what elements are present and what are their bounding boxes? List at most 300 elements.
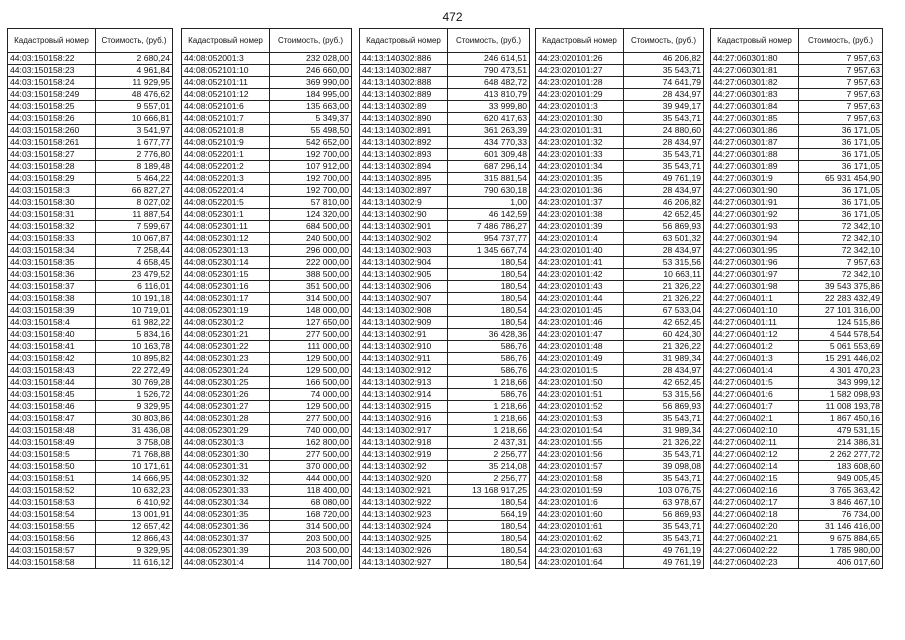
table-row [182,341,352,353]
cadastral-number-cell: 44:27:060301:84 [711,101,799,113]
cadastral-number-cell: 44:08:052201:3 [182,173,270,185]
cost-cell: 14 666,95 [96,473,173,485]
cadastral-number-cell: 44:03:150158:55 [8,521,96,533]
cost-cell: 135 663,00 [270,101,352,113]
table-row [8,473,173,485]
cost-cell: 3 765 363,42 [799,485,883,497]
table-row [711,389,883,401]
cadastral-number-cell: 44:08:052301:13 [182,245,270,257]
cost-cell: 10 895,82 [96,353,173,365]
cadastral-number-cell: 44:27:060401:5 [711,377,799,389]
cadastral-number-cell: 44:13:140302:92 [360,461,448,473]
table-row [536,77,704,89]
cadastral-number-cell: 44:23:020101:42 [536,269,624,281]
cost-cell: 12 866,43 [96,533,173,545]
table-row [711,269,883,281]
cost-cell: 60 424,30 [624,329,704,341]
table-row [8,401,173,413]
cost-cell: 180,54 [448,293,530,305]
table-row [8,65,173,77]
cadastral-number-cell: 44:03:150158:37 [8,281,96,293]
cadastral-number-cell: 44:13:140302:904 [360,257,448,269]
table-row [536,545,704,557]
table-row [536,557,704,569]
table-row [8,437,173,449]
table-row [711,317,883,329]
cadastral-number-cell: 44:23:020101:5 [536,365,624,377]
cost-cell: 790 473,51 [448,65,530,77]
cost-cell: 9 557,01 [96,101,173,113]
cadastral-number-cell: 44:23:020101:36 [536,185,624,197]
table-row [8,281,173,293]
cost-cell: 10 663,11 [624,269,704,281]
page-number: 472 [442,10,463,24]
cost-cell: 1 345 667,74 [448,245,530,257]
table-row [536,473,704,485]
table-row [536,449,704,461]
table-row [536,197,704,209]
cadastral-number-cell: 44:23:020101:31 [536,125,624,137]
cost-cell: 12 657,42 [96,521,173,533]
table-row [711,257,883,269]
cost-cell: 740 000,00 [270,425,352,437]
cost-cell: 192 700,00 [270,185,352,197]
table-row [182,557,352,569]
cost-cell: 31 989,34 [624,353,704,365]
table-row [360,125,530,137]
cost-cell: 183 608,60 [799,461,883,473]
table-row [8,461,173,473]
cost-cell: 351 500,00 [270,281,352,293]
table-row [711,185,883,197]
cost-cell: 232 028,00 [270,53,352,65]
cadastral-number-cell: 44:03:150158:4 [8,317,96,329]
header-cadastral-number: Кадастровый номер [711,29,799,53]
table-row [8,365,173,377]
cost-cell: 111 000,00 [270,341,352,353]
cost-cell: 118 400,00 [270,485,352,497]
table-row [536,509,704,521]
table-row [711,485,883,497]
cost-cell: 30 803,86 [96,413,173,425]
header-cadastral-number: Кадастровый номер [360,29,448,53]
cost-cell: 56 869,93 [624,509,704,521]
cost-cell: 56 869,93 [624,401,704,413]
table-row [8,485,173,497]
cost-cell: 74 000,00 [270,389,352,401]
cadastral-number-cell: 44:13:140302:920 [360,473,448,485]
cadastral-number-cell: 44:27:060301:82 [711,77,799,89]
cadastral-number-cell: 44:03:150158:39 [8,305,96,317]
cost-cell: 620 417,63 [448,113,530,125]
cost-cell: 35 543,71 [624,161,704,173]
table-row [536,329,704,341]
cost-cell: 6 410,92 [96,497,173,509]
table-row [8,377,173,389]
cadastral-number-cell: 44:23:020101:49 [536,353,624,365]
table-row [360,473,530,485]
cadastral-number-cell: 44:13:140302:927 [360,557,448,569]
header-cadastral-number: Кадастровый номер [182,29,270,53]
table-row [8,545,173,557]
cadastral-number-cell: 44:03:150158:46 [8,401,96,413]
cadastral-number-cell: 44:27:060402:16 [711,485,799,497]
cadastral-number-cell: 44:13:140302:909 [360,317,448,329]
cost-cell: 129 500,00 [270,401,352,413]
cost-cell: 4 961,84 [96,65,173,77]
cadastral-number-cell: 44:13:140302:897 [360,185,448,197]
table-row [8,269,173,281]
cadastral-number-cell: 44:13:140302:888 [360,77,448,89]
cadastral-number-cell: 44:23:020101:44 [536,293,624,305]
table-row [182,497,352,509]
cost-cell: 406 017,60 [799,557,883,569]
table-row [711,473,883,485]
cost-cell: 39 949,17 [624,101,704,113]
cost-cell: 74 641,79 [624,77,704,89]
table-row [182,173,352,185]
table-row [8,497,173,509]
cost-cell: 1 526,72 [96,389,173,401]
cadastral-number-cell: 44:23:020101:53 [536,413,624,425]
cadastral-number-cell: 44:08:052301:33 [182,485,270,497]
table-row [182,413,352,425]
cost-cell: 66 827,27 [96,185,173,197]
cost-cell: 35 543,71 [624,149,704,161]
table-row [182,101,352,113]
table-row [711,137,883,149]
cadastral-number-cell: 44:27:060301:94 [711,233,799,245]
cost-cell: 9 329,95 [96,545,173,557]
cost-cell: 246 614,51 [448,53,530,65]
cost-cell: 11 616,12 [96,557,173,569]
table-row [536,341,704,353]
cadastral-number-cell: 44:03:150158:38 [8,293,96,305]
cadastral-number-cell: 44:13:140302:922 [360,497,448,509]
table-row [536,281,704,293]
cadastral-number-cell: 44:23:020101:39 [536,221,624,233]
cost-cell: 49 761,19 [624,173,704,185]
cadastral-number-cell: 44:08:052301:37 [182,533,270,545]
cost-cell: 124 515,86 [799,317,883,329]
cost-cell: 72 342,10 [799,221,883,233]
table-row [536,401,704,413]
table-row [536,485,704,497]
table-row [536,137,704,149]
cost-cell: 542 652,00 [270,137,352,149]
cost-cell: 24 880,60 [624,125,704,137]
cadastral-number-cell: 44:27:060301:97 [711,269,799,281]
cost-cell: 35 543,71 [624,449,704,461]
cadastral-number-cell: 44:13:140302:926 [360,545,448,557]
table-row [536,161,704,173]
table-row [8,149,173,161]
table-row [182,473,352,485]
table-row [8,197,173,209]
table-row [182,53,352,65]
cost-cell: 3 541,97 [96,125,173,137]
table-row [360,233,530,245]
cost-cell: 1 867 450,16 [799,413,883,425]
cost-cell: 10 067,87 [96,233,173,245]
cost-cell: 1 218,66 [448,401,530,413]
cost-cell: 5 061 553,69 [799,341,883,353]
cadastral-number-cell: 44:08:052301:28 [182,413,270,425]
cadastral-number-cell: 44:23:020101:62 [536,533,624,545]
header-cadastral-number: Кадастровый номер [8,29,96,53]
cost-cell: 21 326,22 [624,437,704,449]
cost-cell: 296 000,00 [270,245,352,257]
cadastral-number-cell: 44:03:150158:40 [8,329,96,341]
cost-cell: 39 543 375,86 [799,281,883,293]
cost-cell: 648 482,72 [448,77,530,89]
cadastral-number-cell: 44:03:150158:261 [8,137,96,149]
cost-cell: 127 650,00 [270,317,352,329]
cadastral-number-cell: 44:03:150158:36 [8,269,96,281]
cadastral-table-5 [710,28,883,569]
cost-cell: 162 800,00 [270,437,352,449]
table-row [8,509,173,521]
table-row [182,149,352,161]
cost-cell: 4 658,45 [96,257,173,269]
table-row [711,401,883,413]
cost-cell: 61 982,22 [96,317,173,329]
table-row [536,185,704,197]
cost-cell: 42 652,45 [624,209,704,221]
cadastral-number-cell: 44:13:140302:924 [360,521,448,533]
cadastral-number-cell: 44:23:020101:35 [536,173,624,185]
table-row [360,65,530,77]
table-row [182,209,352,221]
table-row [8,137,173,149]
cost-cell: 10 719,01 [96,305,173,317]
cadastral-number-cell: 44:27:060301:88 [711,149,799,161]
cost-cell: 114 700,00 [270,557,352,569]
cadastral-number-cell: 44:23:020101:43 [536,281,624,293]
table-row [711,233,883,245]
table-row [8,77,173,89]
cadastral-number-cell: 44:27:060401:12 [711,329,799,341]
cadastral-number-cell: 44:13:140302:923 [360,509,448,521]
cadastral-number-cell: 44:23:020101:56 [536,449,624,461]
cadastral-number-cell: 44:27:060402:23 [711,557,799,569]
header-cost: Стоимость, (руб.) [448,29,530,53]
table-row [360,137,530,149]
table-row [360,317,530,329]
table-row [182,65,352,77]
cost-cell: 586,76 [448,365,530,377]
cadastral-number-cell: 44:13:140302:906 [360,281,448,293]
cadastral-number-cell: 44:23:020101:29 [536,89,624,101]
table-row [360,149,530,161]
cadastral-number-cell: 44:23:020101:46 [536,317,624,329]
table-row [360,101,530,113]
table-row [536,125,704,137]
cadastral-number-cell: 44:23:020101:61 [536,521,624,533]
cadastral-number-cell: 44:08:052301:23 [182,353,270,365]
cadastral-number-cell: 44:03:150158:23 [8,65,96,77]
cadastral-table-1 [7,28,173,569]
cadastral-number-cell: 44:08:052201:5 [182,197,270,209]
table-row [360,197,530,209]
cadastral-number-cell: 44:13:140302:919 [360,449,448,461]
cadastral-number-cell: 44:08:052301:15 [182,269,270,281]
cost-cell: 203 500,00 [270,545,352,557]
cost-cell: 687 296,14 [448,161,530,173]
table-row [360,293,530,305]
cost-cell: 7 599,67 [96,221,173,233]
table-body [8,53,173,569]
cadastral-number-cell: 44:08:052201:4 [182,185,270,197]
cost-cell: 15 291 446,02 [799,353,883,365]
cost-cell: 3 846 467,10 [799,497,883,509]
cost-cell: 68 080,00 [270,497,352,509]
cost-cell: 180,54 [448,533,530,545]
cost-cell: 2 680,24 [96,53,173,65]
cadastral-number-cell: 44:23:020101:34 [536,161,624,173]
cadastral-number-cell: 44:27:060301:81 [711,65,799,77]
cost-cell: 7 258,44 [96,245,173,257]
cost-cell: 124 320,00 [270,209,352,221]
cost-cell: 53 315,56 [624,389,704,401]
table-row [536,533,704,545]
cadastral-number-cell: 44:23:020101:48 [536,341,624,353]
cadastral-number-cell: 44:08:052301:3 [182,437,270,449]
cost-cell: 28 434,97 [624,185,704,197]
cost-cell: 36 171,05 [799,149,883,161]
table-row [360,77,530,89]
table-row [711,281,883,293]
table-row [182,377,352,389]
cost-cell: 46 206,82 [624,53,704,65]
table-body [711,53,883,569]
table-row [536,497,704,509]
cost-cell: 343 999,12 [799,377,883,389]
cadastral-number-cell: 44:27:060301:93 [711,221,799,233]
table-row [182,425,352,437]
cost-cell: 13 168 917,25 [448,485,530,497]
cost-cell: 10 191,18 [96,293,173,305]
cost-cell: 35 543,71 [624,521,704,533]
cadastral-number-cell: 44:03:150158:58 [8,557,96,569]
cadastral-number-cell: 44:13:140302:918 [360,437,448,449]
cadastral-number-cell: 44:13:140302:893 [360,149,448,161]
cost-cell: 23 479,52 [96,269,173,281]
table-row [711,461,883,473]
table-row [360,533,530,545]
cadastral-number-cell: 44:23:020101:63 [536,545,624,557]
cost-cell: 56 869,93 [624,221,704,233]
table-row [8,245,173,257]
table-row [182,401,352,413]
table-row [711,161,883,173]
cost-cell: 36 171,05 [799,137,883,149]
cost-cell: 4 544 578,54 [799,329,883,341]
table-row [711,101,883,113]
cadastral-number-cell: 44:13:140302:902 [360,233,448,245]
cost-cell: 10 632,23 [96,485,173,497]
cadastral-number-cell: 44:08:052101:12 [182,89,270,101]
cost-cell: 586,76 [448,353,530,365]
table-row [360,425,530,437]
table-row [182,449,352,461]
table-row [182,77,352,89]
table-row [360,245,530,257]
table-row [182,233,352,245]
cost-cell: 1 582 098,93 [799,389,883,401]
cadastral-number-cell: 44:27:060401:2 [711,341,799,353]
cost-cell: 49 761,19 [624,557,704,569]
table-row [360,365,530,377]
table-row [182,545,352,557]
cost-cell: 2 776,80 [96,149,173,161]
cadastral-number-cell: 44:23:020101:6 [536,497,624,509]
cost-cell: 1 218,66 [448,377,530,389]
table-row [536,65,704,77]
cost-cell: 166 500,00 [270,377,352,389]
cost-cell: 31 989,34 [624,425,704,437]
table-row [536,269,704,281]
cadastral-number-cell: 44:13:140302:912 [360,365,448,377]
table-row [711,329,883,341]
cadastral-number-cell: 44:13:140302:895 [360,173,448,185]
cadastral-number-cell: 44:13:140302:917 [360,425,448,437]
cost-cell: 684 500,00 [270,221,352,233]
cost-cell: 53 315,56 [624,257,704,269]
table-row [711,125,883,137]
cadastral-number-cell: 44:13:140302:891 [360,125,448,137]
cadastral-number-cell: 44:08:052301:22 [182,341,270,353]
cadastral-number-cell: 44:23:020101:4 [536,233,624,245]
cost-cell: 28 434,97 [624,245,704,257]
cadastral-number-cell: 44:13:140302:921 [360,485,448,497]
cadastral-number-cell: 44:08:052301:11 [182,221,270,233]
cadastral-number-cell: 44:27:060301:90 [711,185,799,197]
cost-cell: 413 810,79 [448,89,530,101]
table-row [8,257,173,269]
cadastral-number-cell: 44:03:150158:34 [8,245,96,257]
cadastral-number-cell: 44:23:020101:38 [536,209,624,221]
cadastral-number-cell: 44:08:052201:2 [182,161,270,173]
table-row [711,521,883,533]
table-row [360,89,530,101]
cadastral-number-cell: 44:13:140302:915 [360,401,448,413]
cost-cell: 36 171,05 [799,125,883,137]
cadastral-number-cell: 44:03:150158:45 [8,389,96,401]
cadastral-number-cell: 44:13:140302:889 [360,89,448,101]
cadastral-number-cell: 44:13:140302:894 [360,161,448,173]
cost-cell: 35 543,71 [624,113,704,125]
cost-cell: 148 000,00 [270,305,352,317]
cost-cell: 2 262 277,72 [799,449,883,461]
table-row [182,293,352,305]
cost-cell: 203 500,00 [270,533,352,545]
cost-cell: 949 005,45 [799,473,883,485]
cost-cell: 63 978,67 [624,497,704,509]
table-row [536,293,704,305]
cost-cell: 434 770,33 [448,137,530,149]
cost-cell: 180,54 [448,281,530,293]
cost-cell: 5 834,16 [96,329,173,341]
cadastral-number-cell: 44:23:020101:37 [536,197,624,209]
table-row [711,533,883,545]
table-row [8,329,173,341]
cost-cell: 103 076,75 [624,485,704,497]
cost-cell: 5 349,37 [270,113,352,125]
cost-cell: 277 500,00 [270,449,352,461]
cadastral-number-cell: 44:27:060401:11 [711,317,799,329]
cost-cell: 46 206,82 [624,197,704,209]
